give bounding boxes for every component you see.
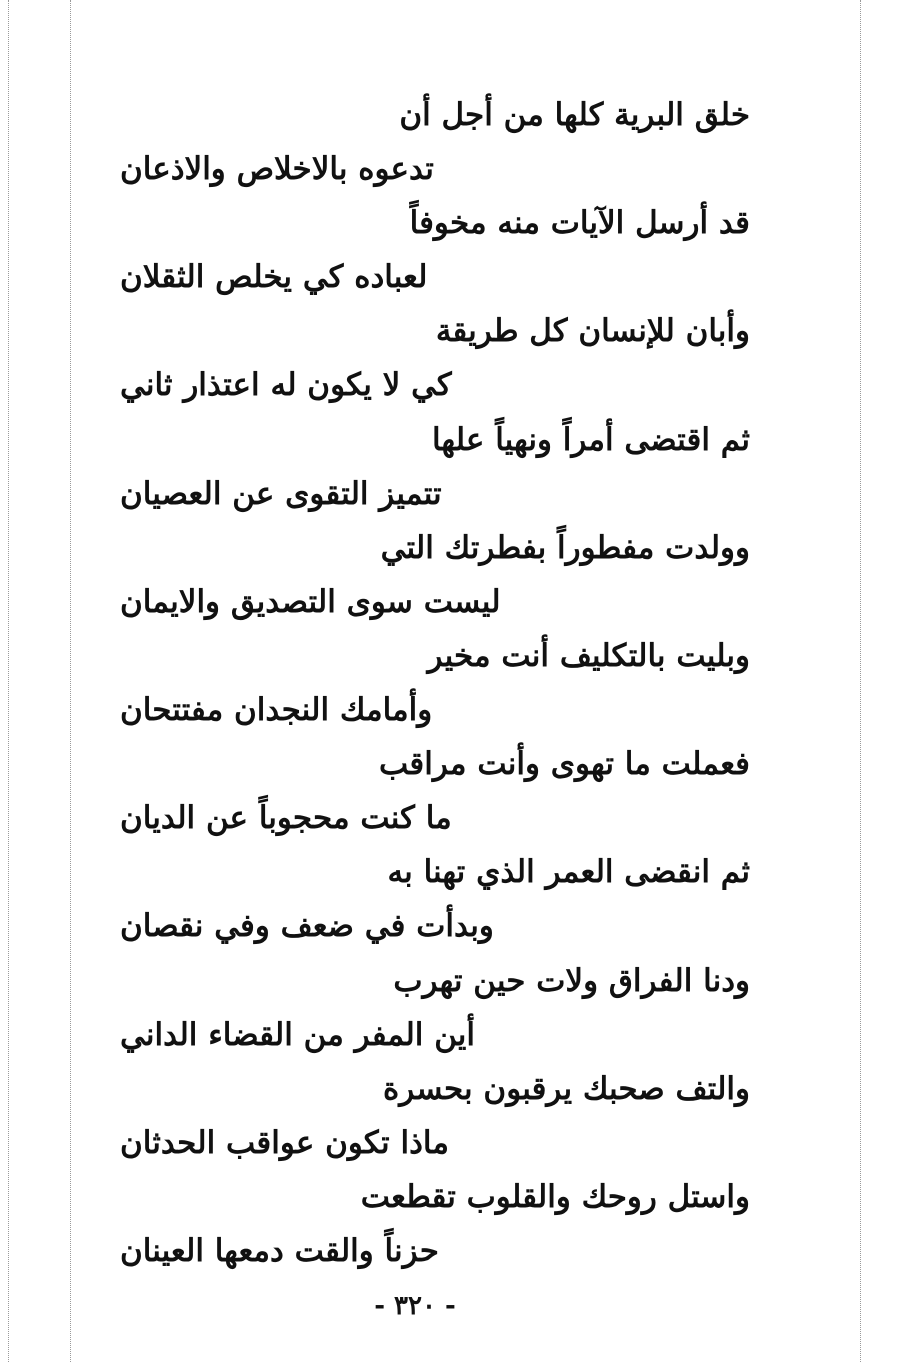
verse-line: وولدت مفطوراً بفطرتك التي xyxy=(380,529,750,566)
verse-line: وأبان للإنسان كل طريقة xyxy=(435,313,750,350)
verse-line: وأمامك النجدان مفتتحان xyxy=(120,692,433,729)
verse-line: قد أرسل الآيات منه مخوفاً xyxy=(409,205,750,242)
verse-line: وبدأت في ضعف وفي نقصان xyxy=(120,908,494,945)
verse-line: لعباده كي يخلص الثقلان xyxy=(120,259,428,296)
verse-line: واستل روحك والقلوب تقطعت xyxy=(360,1178,750,1215)
left-margin-guide xyxy=(8,0,9,1362)
verse-line: ماذا تكون عواقب الحدثان xyxy=(120,1124,449,1161)
inner-margin-guide xyxy=(70,0,71,1362)
verse-line: حزناً والقت دمعها العينان xyxy=(120,1232,439,1269)
verse-line: تتميز التقوى عن العصيان xyxy=(120,475,442,512)
verse-line: ثم اقتضى أمراً ونهياً علها xyxy=(431,421,750,458)
verse-line: وبليت بالتكليف أنت مخير xyxy=(427,637,750,674)
verse-line: ما كنت محجوباً عن الديان xyxy=(120,800,452,837)
verse-line: ليست سوى التصديق والايمان xyxy=(120,583,501,620)
verse-line: خلق البرية كلها من أجل أن xyxy=(399,97,750,133)
verse-line: فعملت ما تهوى وأنت مراقب xyxy=(378,746,750,783)
verse-line: أين المفر من القضاء الداني xyxy=(120,1016,476,1053)
verse-line: والتف صحبك يرقبون بحسرة xyxy=(383,1070,750,1107)
page-number: - ٣٢٠ - xyxy=(374,1291,456,1321)
verse-line: كي لا يكون له اعتذار ثاني xyxy=(120,367,452,404)
verse-line: ودنا الفراق ولات حين تهرب xyxy=(393,962,750,999)
right-margin-guide xyxy=(860,0,861,1362)
verse-line: تدعوه بالاخلاص والاذعان xyxy=(120,151,434,188)
verse-line: ثم انقضى العمر الذي تهنا به xyxy=(387,854,750,891)
poem-body xyxy=(110,88,750,1278)
